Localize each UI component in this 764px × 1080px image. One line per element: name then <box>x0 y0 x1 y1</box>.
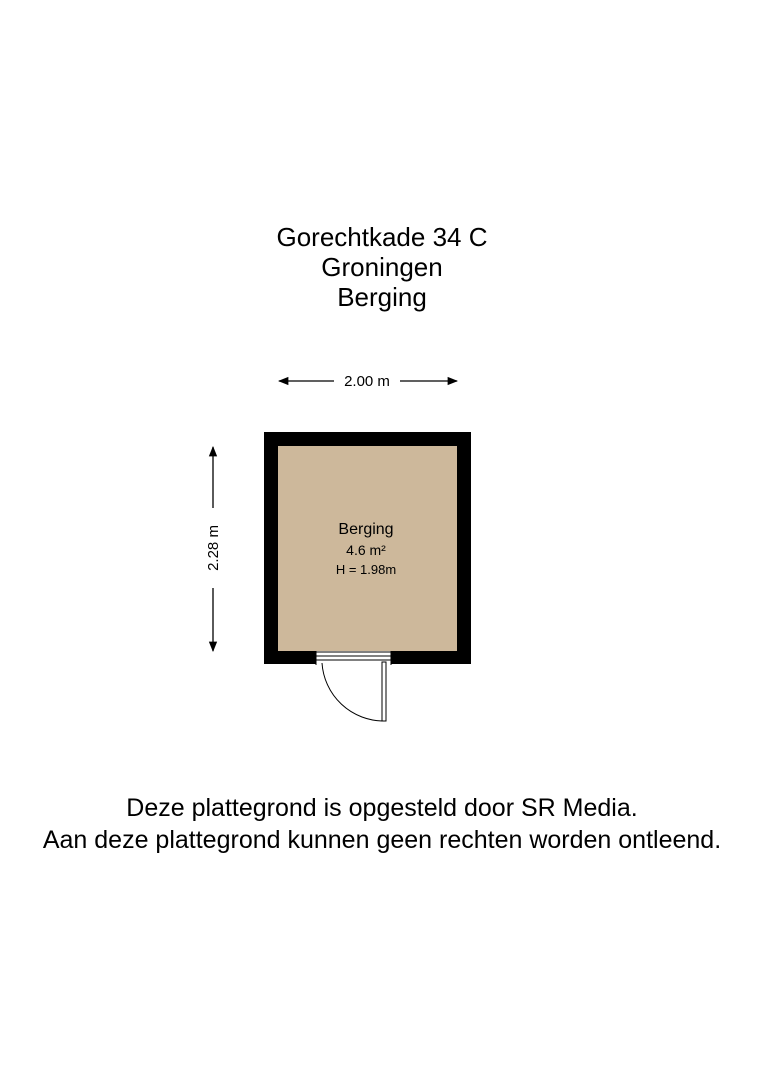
height-dimension-label: 2.28 m <box>205 525 222 571</box>
room-name: Berging <box>338 521 394 538</box>
height-dimension <box>205 447 222 651</box>
room-ceiling-height: H = 1.98m <box>335 562 397 577</box>
disclaimer-line-1: Deze plattegrond is opgesteld door SR Media. <box>126 794 638 822</box>
disclaimer-line-2: Aan deze plattegrond kunnen geen rechten worden ontleend. <box>42 826 722 854</box>
room-area: 4.6 m² <box>346 542 386 558</box>
disclaimer <box>0 792 764 856</box>
door-swing-arc <box>322 663 384 721</box>
floor-title: Berging <box>337 282 427 312</box>
city-title: Groningen <box>321 252 443 282</box>
door-leaf <box>382 662 386 721</box>
width-dimension-label: 2.00 m <box>344 373 390 390</box>
width-dimension <box>279 373 457 390</box>
room-berging <box>264 432 471 721</box>
door-opening <box>316 651 391 665</box>
address-title: Gorechtkade 34 C <box>276 222 488 252</box>
